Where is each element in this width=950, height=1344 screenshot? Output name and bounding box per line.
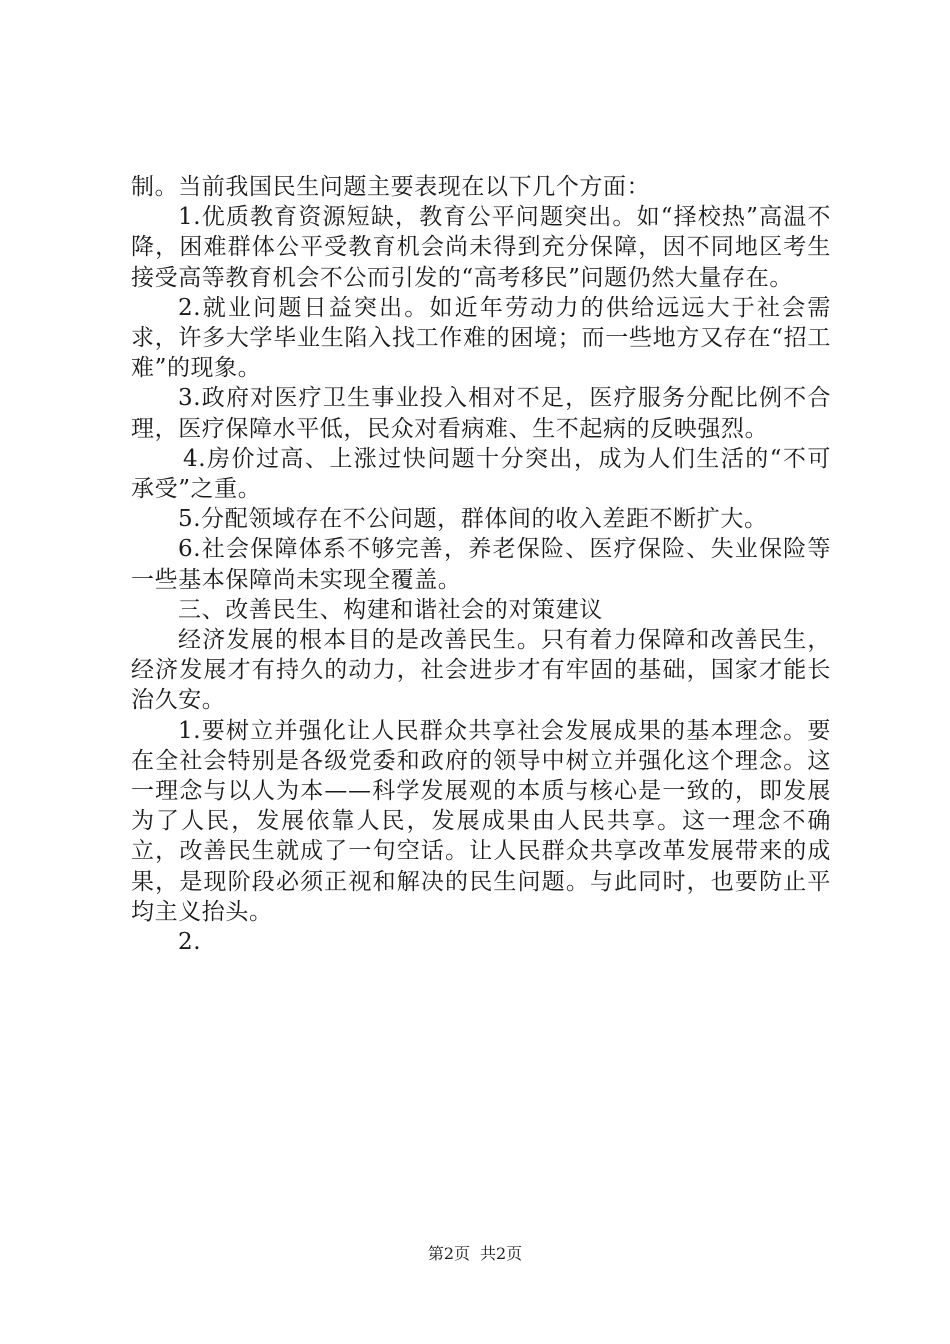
section-heading-countermeasures: 三、改善民生、构建和谐社会的对策建议: [178, 596, 603, 623]
document-body: [131, 172, 831, 957]
page-number-total: 共2页: [480, 1244, 523, 1263]
paragraph-economic-purpose: 经济发展的根本目的是改善民生。只有着力保障和改善民生，经济发展才有持久的动力，社会进步才有牢固的基础，国家才能长治久安。: [131, 627, 831, 714]
page-footer: [0, 1244, 950, 1264]
paragraph-suggestion-1: 1.要树立并强化让人民群众共享社会发展成果的基本理念。要在全社会特别是各级党委和政府的领导中树立并强化这个理念。这一理念与以人为本——科学发展观的本质与核心是一致的，即发展为了人民，发展依靠人民，发展成果由人民共享。这一理念不确立，改善民生就成了一句空话。让人民群众共享改革发展带来的成果，是现阶段必须正视和解决的民生问题。与此同时，也要防止平均主义抬头。: [131, 717, 831, 925]
paragraph-intro-continuation: 制。当前我国民生问题主要表现在以下几个方面：: [131, 174, 651, 200]
paragraph-item-distribution: 5.分配领域存在不公问题，群体间的收入差距不断扩大。: [178, 506, 768, 533]
paragraph-suggestion-2: 2.: [178, 929, 202, 956]
paragraph-item-education: 1.优质教育资源短缺，教育公平问题突出。如“择校热”高温不降，困难群体公平受教育机会尚未得到充分保障，因不同地区考生接受高等教育机会不公而引发的“高考移民”问题仍然大量存在。: [131, 204, 831, 291]
page-number-current: 第2页: [427, 1244, 470, 1263]
paragraph-item-housing: 4.房价过高、上涨过快问题十分突出，成为人们生活的“不可承受”之重。: [131, 445, 831, 503]
paragraph-item-healthcare: 3.政府对医疗卫生事业投入相对不足，医疗服务分配比例不合理，医疗保障水平低，民众对看病难、生不起病的反映强烈。: [131, 385, 831, 442]
paragraph-item-employment: 2.就业问题日益突出。如近年劳动力的供给远远大于社会需求，许多大学毕业生陷入找工作难的困境；而一些地方又存在“招工难”的现象。: [131, 294, 831, 382]
paragraph-item-social-security: 6.社会保障体系不够完善，养老保险、医疗保险、失业保险等一些基本保障尚未实现全覆盖。: [131, 536, 831, 593]
